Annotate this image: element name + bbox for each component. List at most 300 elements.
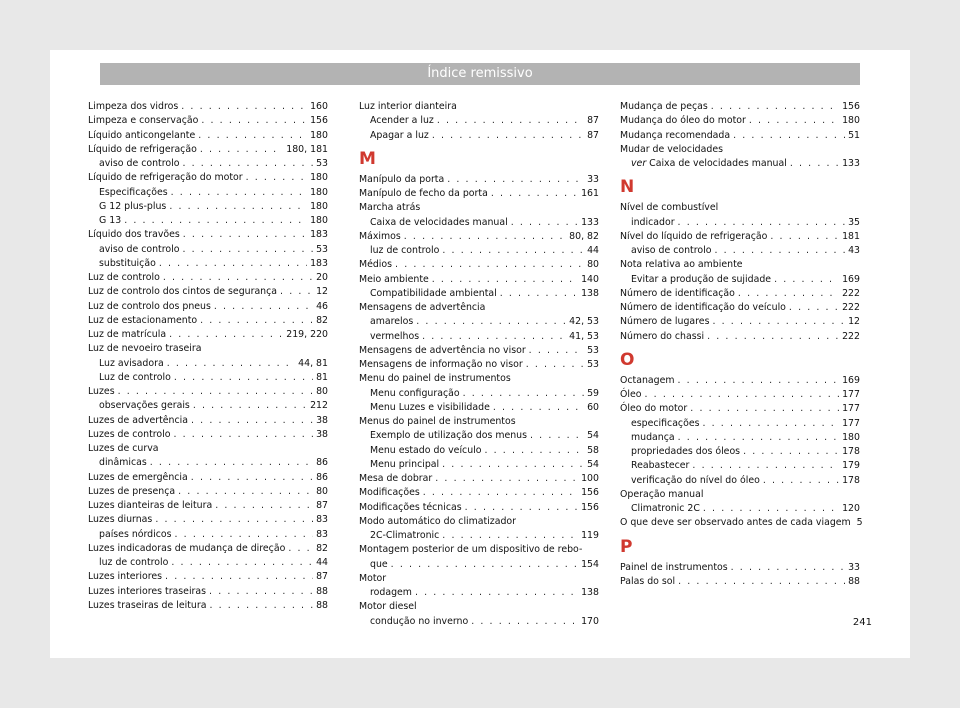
index-entry [88, 585, 328, 599]
leader-dots [215, 499, 313, 513]
leader-dots [743, 445, 839, 459]
index-subentry [359, 387, 599, 401]
index-subentry [359, 401, 599, 415]
entry-label: Mudança de peças [620, 101, 708, 112]
page-ref: 119 [581, 530, 599, 541]
leader-dots [442, 529, 578, 543]
leader-dots [678, 575, 845, 589]
index-entry [88, 114, 328, 128]
entry-label: luz de controlo [370, 245, 440, 256]
page-ref: 54 [587, 430, 599, 442]
page-ref: 180 [310, 129, 328, 141]
leader-dots [529, 344, 584, 358]
entry-label: especificações [631, 417, 700, 429]
index-entry [620, 402, 860, 416]
entry-label: G 13 [99, 215, 122, 226]
page-ref: 179 [842, 460, 860, 472]
leader-dots [763, 474, 839, 488]
index-entry [620, 516, 863, 530]
page-ref: 180 [842, 431, 860, 443]
entry-label: Painel de instrumentos [620, 561, 728, 573]
index-heading: Luz de nevoeiro traseira [88, 343, 202, 355]
index-entry [620, 129, 860, 143]
entry-label: aviso de controlo [99, 243, 180, 255]
index-entry [88, 100, 328, 114]
leader-dots [447, 173, 584, 187]
index-subentry [88, 371, 328, 385]
index-entry [620, 301, 860, 315]
entry-label: Luz de controlo [99, 371, 171, 383]
page-ref: 177 [842, 403, 860, 415]
entry-label: vermelhos [370, 330, 420, 342]
index-entry [620, 315, 860, 329]
index-entry [620, 230, 860, 244]
index-heading: Nível de combustível [620, 202, 719, 214]
entry-label: Médios [359, 259, 393, 271]
leader-dots [280, 285, 313, 299]
page-ref: 81 [316, 371, 328, 383]
leader-dots [711, 100, 839, 114]
page-ref: 12 [316, 286, 328, 298]
leader-dots [155, 513, 313, 527]
index-subentry [359, 114, 599, 128]
index-heading: Nota relativa ao ambiente [620, 259, 743, 271]
leader-dots [435, 472, 578, 486]
leader-dots [124, 214, 307, 228]
page-ref: 53 [316, 243, 328, 255]
index-entry [620, 388, 860, 402]
leader-dots [463, 387, 584, 401]
index-heading: Montagem posterior de um dispositivo de rebo- [359, 544, 583, 556]
page-ref: 154 [581, 558, 599, 570]
index-subentry [359, 558, 599, 572]
page-ref: 156 [310, 115, 328, 127]
index-entry [359, 472, 599, 486]
index-column-1 [88, 100, 328, 613]
page-ref: 183 [310, 229, 328, 241]
leader-dots [749, 114, 839, 128]
leader-dots [703, 502, 839, 516]
index-entry [359, 258, 599, 272]
index-subentry [359, 216, 599, 230]
entry-label: Meio ambiente [359, 273, 429, 285]
leader-dots [163, 271, 313, 285]
entry-label: Nível do líquido de refrigeração [620, 230, 768, 242]
leader-dots [422, 330, 566, 344]
index-page [50, 50, 910, 658]
entry-label: Apagar a luz [370, 129, 429, 141]
entry-label: aviso de controlo [99, 158, 180, 169]
leader-dots [183, 228, 307, 242]
page-ref: 180 [310, 200, 328, 212]
index-entry [359, 486, 599, 500]
entry-label: Mensagens de advertência no visor [359, 344, 526, 356]
index-entry [88, 228, 328, 242]
entry-label: Manípulo da porta [359, 173, 445, 185]
page-number: 241 [852, 617, 872, 628]
index-entry [88, 471, 328, 485]
page-ref: 156 [581, 501, 599, 513]
leader-dots [167, 357, 295, 371]
page-ref: 46 [316, 300, 328, 312]
page-ref: 87 [316, 500, 328, 511]
entry-label: Óleo [620, 389, 642, 400]
leader-dots [169, 200, 307, 214]
page-ref: 33 [848, 561, 860, 573]
entry-label: Luzes interiores traseiras [88, 585, 207, 597]
entry-label: Luzes de presença [88, 485, 176, 497]
entry-label-text: Caixa de velocidades manual [649, 158, 787, 169]
index-entry [88, 285, 328, 299]
page-ref: 138 [581, 287, 599, 299]
page-ref: 33 [587, 173, 599, 185]
page-ref: 87 [316, 571, 328, 583]
entry-label: Luz de estacionamento [88, 314, 198, 326]
leader-dots [465, 501, 578, 515]
leader-dots [714, 244, 845, 258]
leader-dots [200, 143, 283, 157]
entry-label: G 12 plus-plus [99, 200, 167, 212]
index-entry [88, 314, 328, 328]
entry-label: mudança [631, 431, 675, 443]
page-ref: 58 [587, 444, 599, 456]
page-ref: 42, 53 [569, 316, 599, 328]
entry-label: Limpeza e conservação [88, 115, 199, 127]
entry-label: dinâmicas [99, 457, 147, 469]
leader-dots [432, 129, 584, 143]
index-subentry [359, 287, 599, 301]
page-ref: 53 [587, 359, 599, 370]
page-ref: 54 [587, 458, 599, 470]
entry-label: Líquido de refrigeração [88, 143, 197, 155]
entry-label: Número de lugares [620, 316, 710, 328]
leader-dots [770, 230, 839, 244]
index-heading: Menus do painel de instrumentos [359, 416, 516, 427]
leader-dots [174, 371, 313, 385]
leader-dots [526, 358, 584, 372]
leader-dots [707, 330, 839, 344]
page-ref: 156 [581, 487, 599, 499]
entry-label: Especificações [99, 186, 168, 198]
page-ref: 80 [587, 259, 599, 271]
index-entry [620, 287, 860, 301]
entry-label: Luzes diurnas [88, 514, 153, 526]
index-subentry [88, 456, 328, 470]
index-heading: Marcha atrás [359, 202, 421, 214]
leader-dots [645, 388, 840, 402]
index-subentry [359, 244, 599, 258]
entry-label: Óleo do motor [620, 403, 688, 415]
index-entry [620, 374, 860, 388]
index-entry [88, 513, 328, 527]
page-ref: 177 [842, 389, 860, 400]
leader-dots [442, 458, 584, 472]
page-ref: 82 [316, 314, 328, 326]
index-entry [620, 100, 860, 114]
page-ref: 140 [581, 273, 599, 285]
entry-label: Evitar a produção de sujidade [631, 273, 772, 285]
entry-label: Luz de controlo dos cintos de segurança [88, 286, 278, 298]
index-subentry [359, 315, 599, 329]
index-heading: Luzes de curva [88, 443, 159, 454]
leader-dots [491, 187, 578, 201]
entry-label: rodagem [370, 587, 412, 598]
leader-dots [678, 216, 846, 230]
page-ref: 180, 181 [286, 143, 328, 155]
leader-dots [678, 374, 840, 388]
leader-dots [191, 471, 313, 485]
entry-label: Climatronic 2C [631, 503, 700, 514]
index-subentry [359, 129, 599, 143]
entry-label: Mudança recomendada [620, 129, 731, 141]
leader-dots [423, 486, 578, 500]
entry-label: Luz avisadora [99, 357, 164, 369]
index-entry [359, 230, 599, 244]
page-ref: 82 [316, 542, 328, 554]
entry-label: luz de controlo [99, 557, 169, 568]
index-subentry [88, 186, 328, 200]
leader-dots [484, 444, 584, 458]
page-ref: 86 [316, 457, 328, 469]
index-entry [88, 385, 328, 399]
page-ref: 88 [316, 585, 328, 597]
entry-label: condução no inverno [370, 615, 469, 627]
page-ref: 222 [842, 287, 860, 299]
leader-dots [404, 230, 566, 244]
index-entry [620, 575, 860, 589]
page-ref: 177 [842, 417, 860, 429]
section-letter: O [620, 349, 635, 370]
entry-label: Compatibilidade ambiental [370, 287, 497, 299]
leader-dots [182, 243, 313, 257]
index-subentry [620, 216, 860, 230]
index-subentry [359, 586, 599, 600]
leader-dots [173, 428, 313, 442]
index-heading: Motor [359, 572, 387, 584]
page-ref: 183 [310, 257, 328, 269]
page-ref: 53 [316, 158, 328, 169]
entry-label: Número de identificação do veículo [620, 302, 786, 313]
page-ref: 35 [848, 216, 860, 228]
index-entry [359, 173, 599, 187]
entry-label: substituição [99, 257, 156, 269]
page-ref: 170 [581, 615, 599, 627]
leader-dots [171, 556, 313, 570]
entry-label: Líquido anticongelante [88, 129, 196, 141]
page-ref: 138 [581, 587, 599, 598]
leader-dots [181, 100, 307, 114]
page-ref: 12 [848, 316, 860, 328]
index-subentry [88, 214, 328, 228]
leader-dots [432, 273, 578, 287]
entry-label: Luzes interiores [88, 571, 163, 583]
index-entry [359, 501, 599, 515]
index-column-3 [620, 100, 863, 589]
leader-dots [288, 542, 313, 556]
index-entry [88, 485, 328, 499]
index-entry [620, 114, 860, 128]
page-ref: 161 [581, 188, 599, 199]
entry-label: Menu Luzes e visibilidade [370, 401, 490, 413]
entry-label: verificação do nível do óleo [631, 474, 760, 486]
page-ref: 169 [842, 273, 860, 285]
leader-dots [395, 258, 584, 272]
page-ref: 20 [316, 272, 328, 283]
leader-dots [500, 287, 578, 301]
index-subentry [620, 417, 860, 431]
leader-dots [774, 273, 839, 287]
index-entry [359, 344, 599, 358]
entry-label: Luz de controlo dos pneus [88, 300, 211, 312]
index-subentry [359, 615, 599, 629]
leader-dots [733, 129, 845, 143]
index-subentry [88, 157, 328, 171]
index-subentry [359, 429, 599, 443]
entry-label: Menu principal [370, 458, 440, 470]
entry-label: Menu estado do veículo [370, 444, 482, 456]
page-ref: 59 [587, 387, 599, 399]
entry-label: Luzes [88, 386, 115, 397]
index-subentry [88, 528, 328, 542]
leader-dots [471, 615, 578, 629]
page-ref: 53 [587, 344, 599, 356]
index-entry [88, 499, 328, 513]
page-ref: 212 [310, 400, 328, 412]
leader-dots [198, 129, 307, 143]
entry-label: observações gerais [99, 400, 190, 412]
entry-label: que [370, 558, 388, 570]
page-ref: 38 [316, 428, 328, 440]
page-header-title: Índice remissivo [100, 63, 860, 85]
entry-label: indicador [631, 216, 675, 228]
see-reference: ver [631, 158, 647, 169]
entry-label: Exemplo de utilização dos menus [370, 430, 527, 442]
index-entry [359, 273, 599, 287]
leader-dots [678, 431, 839, 445]
entry-label: Líquido de refrigeração do motor [88, 172, 243, 184]
leader-dots [731, 561, 845, 575]
index-subentry [88, 399, 328, 413]
index-subentry [359, 444, 599, 458]
page-ref: 160 [310, 101, 328, 112]
entry-label: Luzes de advertência [88, 414, 189, 426]
page-ref: 180 [310, 186, 328, 198]
entry-label: propriedades dos óleos [631, 446, 741, 457]
leader-dots [712, 315, 845, 329]
index-subentry [88, 357, 328, 371]
leader-dots [246, 171, 307, 185]
index-entry [620, 561, 860, 575]
index-subentry [359, 330, 599, 344]
entry-label [631, 157, 787, 171]
page-ref: 222 [842, 302, 860, 313]
entry-label: países nórdicos [99, 528, 172, 540]
index-heading: Luz interior dianteira [359, 101, 457, 112]
index-entry [88, 428, 328, 442]
entry-label: Luzes de controlo [88, 428, 171, 440]
index-heading: Operação manual [620, 488, 704, 500]
page-ref: 180 [310, 215, 328, 226]
page-ref: 38 [316, 414, 328, 426]
leader-dots [790, 157, 839, 171]
page-ref: 180 [842, 115, 860, 127]
entry-label: Luzes dianteiras de leitura [88, 500, 213, 511]
leader-dots [171, 186, 307, 200]
entry-label: Modificações técnicas [359, 501, 462, 513]
index-heading: Mudar de velocidades [620, 143, 723, 155]
leader-dots [193, 399, 307, 413]
page-ref: 43 [848, 245, 860, 256]
index-subentry [620, 445, 860, 459]
page-ref: 133 [842, 158, 860, 169]
index-heading: Modo automático do climatizador [359, 515, 517, 527]
page-ref: 222 [842, 330, 860, 342]
entry-label: Limpeza dos vidros [88, 101, 179, 112]
page-ref: 44 [316, 557, 328, 568]
index-heading: Menu do painel de instrumentos [359, 373, 511, 385]
leader-dots [437, 114, 584, 128]
leader-dots [150, 456, 313, 470]
index-entry [88, 271, 328, 285]
page-ref: 80 [316, 386, 328, 397]
index-entry [359, 358, 599, 372]
index-subentry [359, 529, 599, 543]
page-ref: 181 [842, 230, 860, 242]
entry-label: Modificações [359, 487, 420, 499]
page-ref: 180 [310, 172, 328, 184]
page-ref: 100 [581, 473, 599, 484]
index-subentry [620, 431, 860, 445]
index-entry [359, 187, 599, 201]
page-ref: 51 [848, 129, 860, 141]
leader-dots [692, 459, 839, 473]
leader-dots [118, 385, 313, 399]
page-ref: 219, 220 [286, 329, 328, 340]
entry-label: aviso de controlo [631, 245, 712, 256]
entry-label: Luzes indicadoras de mudança de direção [88, 542, 286, 554]
entry-label: Menu configuração [370, 387, 460, 399]
leader-dots [789, 301, 839, 315]
entry-label: Palas do sol [620, 575, 676, 587]
index-heading: Motor diesel [359, 601, 417, 613]
page-ref: 80 [316, 485, 328, 497]
page-ref: 133 [581, 216, 599, 228]
entry-label: Luzes traseiras de leitura [88, 599, 207, 611]
page-ref: 178 [842, 474, 860, 486]
entry-label: Octanagem [620, 374, 675, 386]
leader-dots [442, 244, 584, 258]
page-ref: 44, 81 [298, 357, 328, 369]
index-heading: Mensagens de advertência [359, 302, 486, 313]
entry-label: Luz de matrícula [88, 329, 167, 340]
page-ref: 83 [316, 514, 328, 526]
index-entry [88, 129, 328, 143]
leader-dots [165, 570, 313, 584]
index-entry [88, 300, 328, 314]
page-ref: 80, 82 [569, 230, 599, 242]
entry-label: Reabastecer [631, 460, 690, 472]
index-subentry [88, 556, 328, 570]
page-ref: 120 [842, 503, 860, 514]
entry-label: Luz de controlo [88, 272, 160, 283]
index-subentry [620, 244, 860, 258]
entry-label: O que deve ser observado antes de cada viagem [620, 517, 851, 529]
page-ref: 87 [587, 115, 599, 127]
entry-label: Mudança do óleo do motor [620, 115, 746, 127]
leader-dots [738, 287, 839, 301]
leader-dots [182, 157, 313, 171]
index-entry [88, 414, 328, 428]
